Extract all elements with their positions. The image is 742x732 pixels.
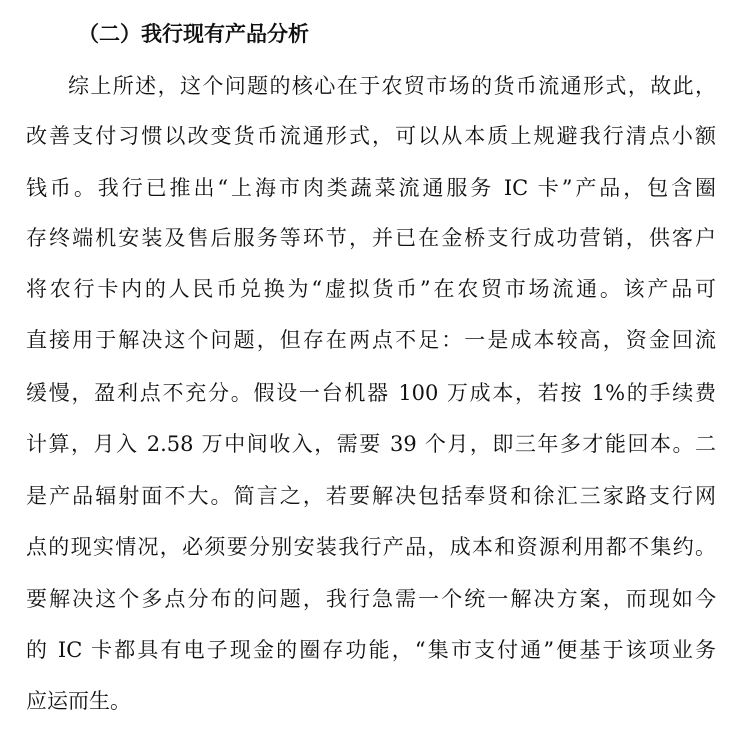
paragraph-line: 要解决这个多点分布的问题，我行急需一个统一解决方案，而现如今 xyxy=(26,587,716,611)
paragraph-line: 应运而生。 xyxy=(26,689,131,713)
paragraph-line: 缓慢，盈利点不充分。假设一台机器 100 万成本，若按 1%的手续费 xyxy=(26,381,716,405)
paragraph-line: 改善支付习惯以改变货币流通形式，可以从本质上规避我行清点小额 xyxy=(26,124,716,148)
paragraph-line: 点的现实情况，必须要分别安装我行产品，成本和资源利用都不集约。 xyxy=(26,535,716,559)
paragraph-line: 的 IC 卡都具有电子现金的圈存功能，“集市支付通”便基于该项业务 xyxy=(26,638,716,662)
paragraph-line: 直接用于解决这个问题，但存在两点不足：一是成本较高，资金回流 xyxy=(26,328,716,352)
paragraph-line: 将农行卡内的人民币兑换为“虚拟货币”在农贸市场流通。该产品可 xyxy=(26,277,716,301)
paragraph-line: 钱币。我行已推出“上海市肉类蔬菜流通服务 IC 卡”产品，包含圈 xyxy=(26,176,716,200)
paragraph-line: 是产品辐射面不大。简言之，若要解决包括奉贤和徐汇三家路支行网 xyxy=(26,484,716,508)
section-heading: （二）我行现有产品分析 xyxy=(78,22,309,46)
paragraph-line: 计算，月入 2.58 万中间收入，需要 39 个月，即三年多才能回本。二 xyxy=(26,432,716,456)
paragraph-line: 综上所述，这个问题的核心在于农贸市场的货币流通形式，故此， xyxy=(68,74,716,98)
paragraph-line: 存终端机安装及售后服务等环节，并已在金桥支行成功营销，供客户 xyxy=(26,226,716,250)
